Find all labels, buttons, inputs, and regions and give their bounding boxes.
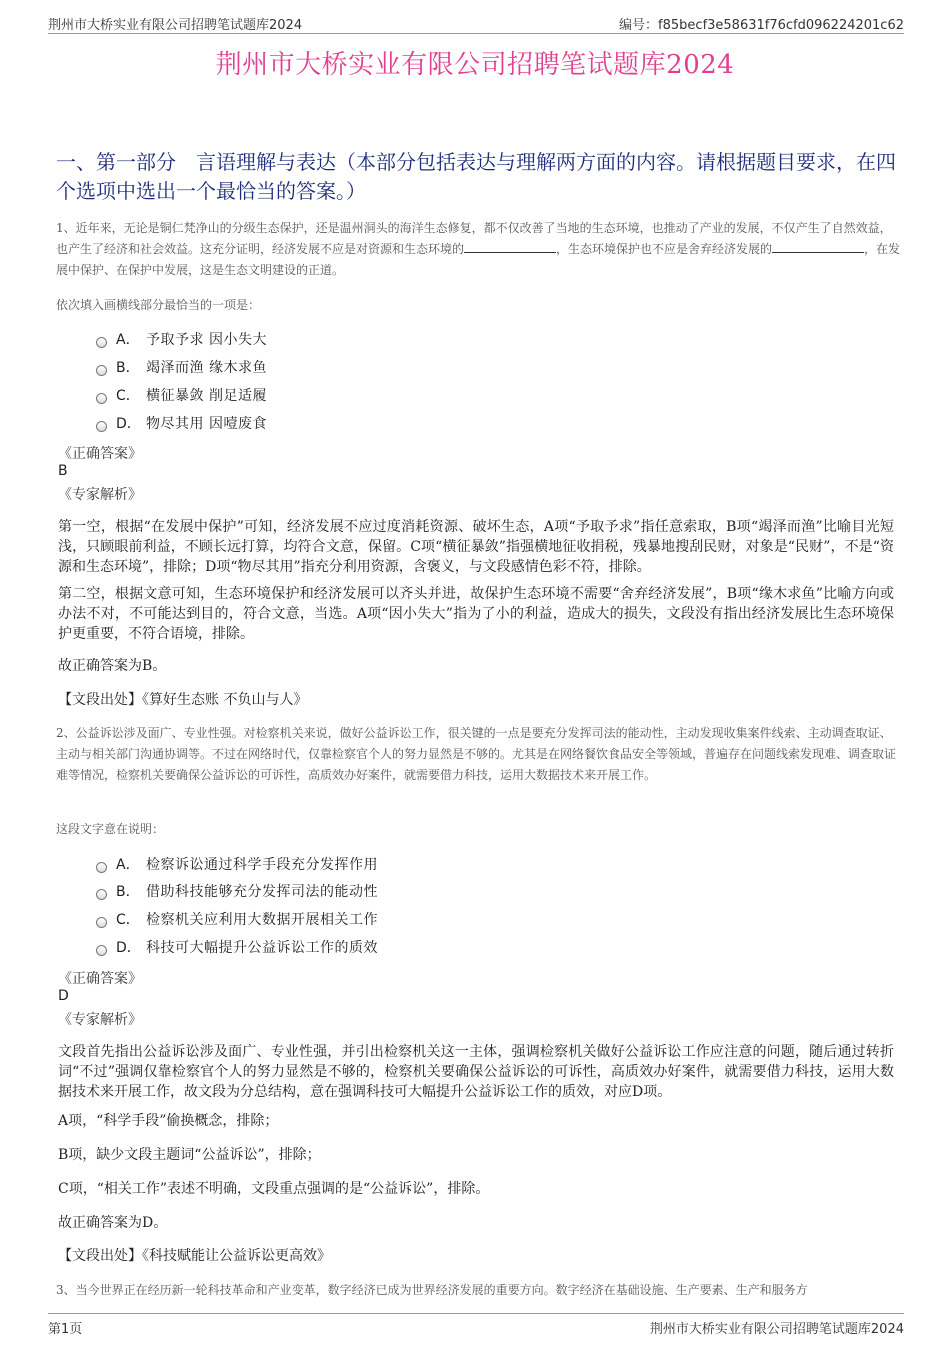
question-2-prompt: 这段文字意在说明： — [56, 822, 165, 836]
q1-analysis-paragraph: 第一空，根据“在发展中保护”可知，经济发展不应过度消耗资源、破坏生态，A项“予取予求”指任意索取，B项“竭泽而渔”比喻目光短浅，只顾眼前利益，不顾长远打算，均符合文意，保留。C项“横征暴敛”指强横地征收捐税，残暴地搜刮民财，对象是“民财”，不是“资源和生态环境”，排除；D项“物尽其用”指充分利用资源，含褒义，与文段感情色彩不符，排除。 — [58, 519, 894, 575]
q1-option-a[interactable]: A． 予取予求 因小失大 — [96, 328, 267, 350]
q2-source: 【文段出处】《科技赋能让公益诉讼更高效》 — [58, 1248, 331, 1264]
page-number: 第1页 — [48, 1322, 83, 1337]
q1-analysis-paragraph: 第二空，根据文意可知，生态环境保护和经济发展可以齐头并进，故保护生态环境不需要“舍弃经济发展”，B项“缘木求鱼”比喻方向或办法不对，不可能达到目的，符合文意，当选。A项“因小失大”指为了小的利益，造成大的损失，文段没有指出经济发展比生态环境保护更重要，不符合语境，排除。 — [58, 586, 894, 642]
q1-source: 【文段出处】《算好生态账 不负山与人》 — [58, 692, 308, 708]
blank-1 — [464, 240, 556, 253]
radio-button[interactable] — [96, 337, 107, 348]
radio-button[interactable] — [96, 889, 107, 900]
header-doc-title: 荆州市大桥实业有限公司招聘笔试题库2024 — [48, 18, 303, 33]
question-3-text: 3、当今世界正在经历新一轮科技革命和产业变革，数字经济已成为世界经济发展的重要方向。数字经济在基础设施、生产要素、生产和服务方 — [56, 1283, 808, 1297]
header-divider — [48, 33, 904, 34]
q1-answer: B — [58, 463, 68, 479]
q1-answer-label: 《正确答案》 — [58, 446, 142, 462]
q1-analysis-label: 《专家解析》 — [58, 487, 142, 503]
q1-conclusion: 故正确答案为B。 — [58, 658, 167, 674]
radio-button[interactable] — [96, 393, 107, 404]
q2-option-b[interactable]: B． 借助科技能够充分发挥司法的能动性 — [96, 880, 378, 902]
question-1-prompt: 依次填入画横线部分最恰当的一项是： — [56, 298, 261, 312]
radio-button[interactable] — [96, 365, 107, 376]
question-1-text: 1、近年来，无论是铜仁梵净山的分级生态保护，还是温州洞头的海洋生态修复，都不仅改善了当地的生态环境，也推动了产业的发展，不仅产生了自然效益，也产生了经济和社会效益。这充分证明，经济发展不应是对资源和生态环境的 ，生态环境保护也不应是舍弃经济发展的 ，在发展中保护、在保护中发展，这是生态文明建设的正道。 — [56, 221, 901, 277]
q2-option-a[interactable]: A． 检察诉讼通过科学手段充分发挥作用 — [96, 853, 378, 875]
q2-option-c[interactable]: C． 检察机关应利用大数据开展相关工作 — [96, 908, 378, 930]
q2-answer-label: 《正确答案》 — [58, 971, 142, 987]
section-heading: 一、第一部分 言语理解与表达（本部分包括表达与理解两方面的内容。请根据题目要求，在四个选项中选出一个最恰当的答案。） — [56, 150, 896, 203]
q2-analysis-item: C项，“相关工作”表述不明确，文段重点强调的是“公益诉讼”，排除。 — [58, 1181, 490, 1197]
q2-analysis-item: B项，缺少文段主题词“公益诉讼”，排除； — [58, 1147, 321, 1163]
q2-analysis-label: 《专家解析》 — [58, 1012, 142, 1028]
q2-option-d[interactable]: D． 科技可大幅提升公益诉讼工作的质效 — [96, 936, 378, 958]
page-title: 荆州市大桥实业有限公司招聘笔试题库2024 — [215, 50, 735, 80]
radio-button[interactable] — [96, 862, 107, 873]
blank-2 — [772, 240, 864, 253]
q2-analysis-item: A项，“科学手段”偷换概念，排除； — [58, 1113, 279, 1129]
q1-option-c[interactable]: C． 横征暴敛 削足适履 — [96, 384, 267, 406]
q2-answer: D — [58, 988, 69, 1004]
radio-button[interactable] — [96, 945, 107, 956]
page-header — [48, 14, 904, 34]
q2-conclusion: 故正确答案为D。 — [58, 1215, 168, 1231]
footer-divider — [48, 1313, 904, 1314]
q2-analysis-paragraph: 文段首先指出公益诉讼涉及面广、专业性强，并引出检察机关这一主体，强调检察机关做好公益诉讼工作应注意的问题，随后通过转折词“不过”强调仅靠检察官个人的努力显然是不够的，检察机关要确保公益诉讼的可诉性，高质效办好案件，就需要借力科技，运用大数据技术来开展工作，故文段为分总结构，意在强调科技可大幅提升公益诉讼工作的质效，对应D项。 — [58, 1044, 894, 1100]
q1-option-d[interactable]: D． 物尽其用 因噎废食 — [96, 412, 267, 434]
footer-doc-title: 荆州市大桥实业有限公司招聘笔试题库2024 — [649, 1322, 904, 1337]
radio-button[interactable] — [96, 421, 107, 432]
header-doc-id: 编号：f85becf3e58631f76cfd096224201c62 — [619, 18, 904, 33]
q1-option-b[interactable]: B． 竭泽而渔 缘木求鱼 — [96, 356, 267, 378]
radio-button[interactable] — [96, 917, 107, 928]
question-2-text: 2、公益诉讼涉及面广、专业性强。对检察机关来说，做好公益诉讼工作，很关键的一点是要充分发挥司法的能动性，主动发现收集案件线索、主动调查取证、主动与相关部门沟通协调等。不过在网络时代，仅靠检察官个人的努力显然是不够的。尤其是在网络餐饮食品安全等领域，普遍存在问题线索发现难、调查取证难等情况，检察机关要确保公益诉讼的可诉性，高质效办好案件，就需要借力科技，运用大数据技术来开展工作。 — [56, 726, 897, 782]
